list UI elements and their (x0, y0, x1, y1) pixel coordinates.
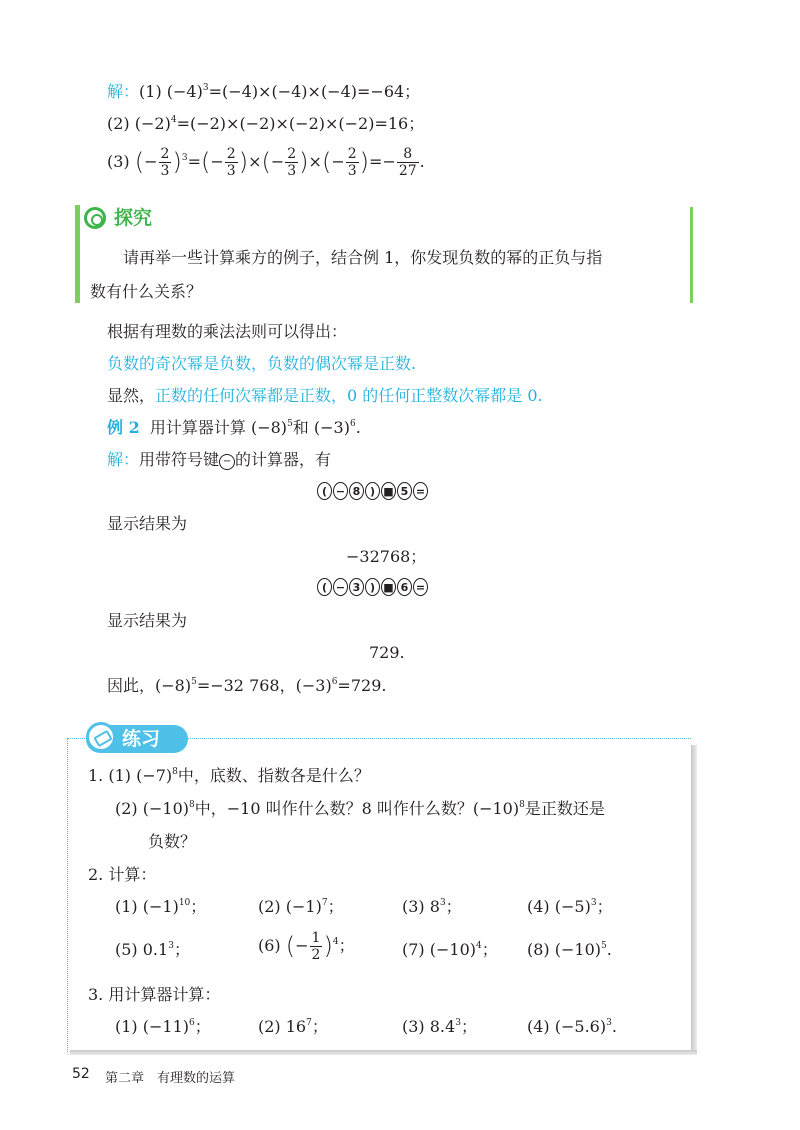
q2-item-4: (4) $(-5)^3$； (527, 897, 613, 916)
question-1b-cont: 负数？ (148, 832, 197, 851)
q3-item-4: (4) $(-5.6)^3$. (527, 1017, 617, 1036)
key-sequence-1 (317, 482, 428, 500)
page-number: 52 (72, 1066, 90, 1082)
rule-odd-even: 负数的奇次幂是负数，负数的偶次幂是正数. (107, 354, 417, 373)
q2-item-8: (8) $(-10)^5$. (527, 940, 612, 959)
example2: 例 2 用计算器计算 $(-8)^5$和 $(-3)^6$. (107, 418, 361, 437)
display-label-2: 显示结果为 (107, 611, 188, 630)
key-digit: 6 (397, 578, 412, 596)
key-sequence-2 (317, 578, 428, 596)
solution1-line3: (3) (− $\frac{2}{3}$ )$^3$=(− $\frac{2}{3}$ )×(− $\frac{2}{3}$ )×(− $\frac{2}{3}$ )=− $\frac{8}{27}$ . (107, 146, 425, 180)
fraction-result: $\frac{8}{27}$ (398, 146, 417, 180)
explore-bar-right (690, 207, 693, 303)
q2-item-3: (3) $8^3$； (402, 897, 462, 916)
q2-item-5: (5) $0.1^3$； (115, 940, 190, 959)
practice-title: 练习 (122, 728, 161, 750)
q3-item-1: (1) $(-11)^6$； (115, 1017, 211, 1036)
q2-item-2: (2) $(-1)^7$； (258, 897, 344, 916)
key-digit: 8 (349, 482, 364, 500)
pencil-icon (86, 722, 116, 752)
key-sign: − (333, 482, 348, 500)
example-label: 例 2 (107, 418, 140, 437)
q2-item-1: (1) $(-1)^{10}$； (115, 897, 207, 916)
conclusion: 因此，$(-8)^5=-32$ 768，$(-3)^6=729$. (107, 676, 387, 695)
explore-title: 探究 (114, 207, 153, 229)
solution1-line1: 解：(1) $(-4)^3=(-4)\times(-4)\times(-4)=-64$； (107, 82, 421, 101)
rules-intro: 根据有理数的乘法法则可以得出： (107, 322, 348, 341)
sign-key-icon: − (219, 454, 235, 470)
q3-item-2: (2) $16^7$； (258, 1017, 328, 1036)
explore-line1: 请再举一些计算乘方的例子，结合例 1，你发现负数的幂的正负与指 (123, 248, 603, 267)
question-1b: (2) $(-10)^8$中，−10 叫作什么数？8 叫作什么数？$(-10)^8$是正数还是 (115, 799, 605, 818)
chapter-title: 第二章 有理数的运算 (105, 1071, 236, 1086)
explore-line2: 数有什么关系？ (90, 282, 203, 301)
key-open-paren: ( (317, 578, 332, 596)
fraction: $\frac{2}{3}$ (347, 146, 357, 180)
key-power: ■ (381, 578, 396, 596)
key-digit: 3 (349, 578, 364, 596)
result-1: −32768； (346, 547, 427, 566)
key-close-paren: ) (365, 482, 380, 500)
rule-positive: 显然，正数的任何次幂都是正数，0 的任何正整数次幂都是 0. (107, 386, 543, 405)
question-1a: 1. (1) $(-7)^8$中，底数、指数各是什么？ (88, 766, 370, 785)
result-2: 729. (369, 643, 405, 662)
key-open-paren: ( (317, 482, 332, 500)
fraction: $\frac{2}{3}$ (287, 146, 297, 180)
display-label-1: 显示结果为 (107, 514, 188, 533)
question-2-title: 2. 计算： (88, 865, 157, 884)
fraction: $\frac{1}{2}$ (311, 930, 321, 964)
key-equals: = (413, 578, 428, 596)
key-equals: = (413, 482, 428, 500)
solution-label: 解： (107, 82, 140, 101)
q2-item-6: (6) (− $\frac{1}{2}$ )$^4$； (258, 930, 355, 964)
practice-shadow (691, 745, 697, 1055)
fraction: $\frac{2}{3}$ (160, 146, 170, 180)
solution1-line2: (2) $(-2)^4=(-2)\times(-2)\times(-2)\times(-2)=16$； (107, 114, 425, 133)
key-sign: − (333, 578, 348, 596)
fraction: $\frac{2}{3}$ (226, 146, 236, 180)
q3-item-3: (3) $8.4^3$； (402, 1017, 477, 1036)
explore-bar-left (75, 205, 80, 303)
key-close-paren: ) (365, 578, 380, 596)
key-power: ■ (381, 482, 396, 500)
solution2-intro: 解：用带符号键 − 的计算器，有 (107, 450, 332, 469)
explore-icon (84, 207, 106, 229)
key-digit: 5 (397, 482, 412, 500)
question-3-title: 3. 用计算器计算： (88, 985, 221, 1004)
q2-item-7: (7) $(-10)^4$； (402, 940, 498, 959)
practice-shadow (70, 1050, 697, 1055)
